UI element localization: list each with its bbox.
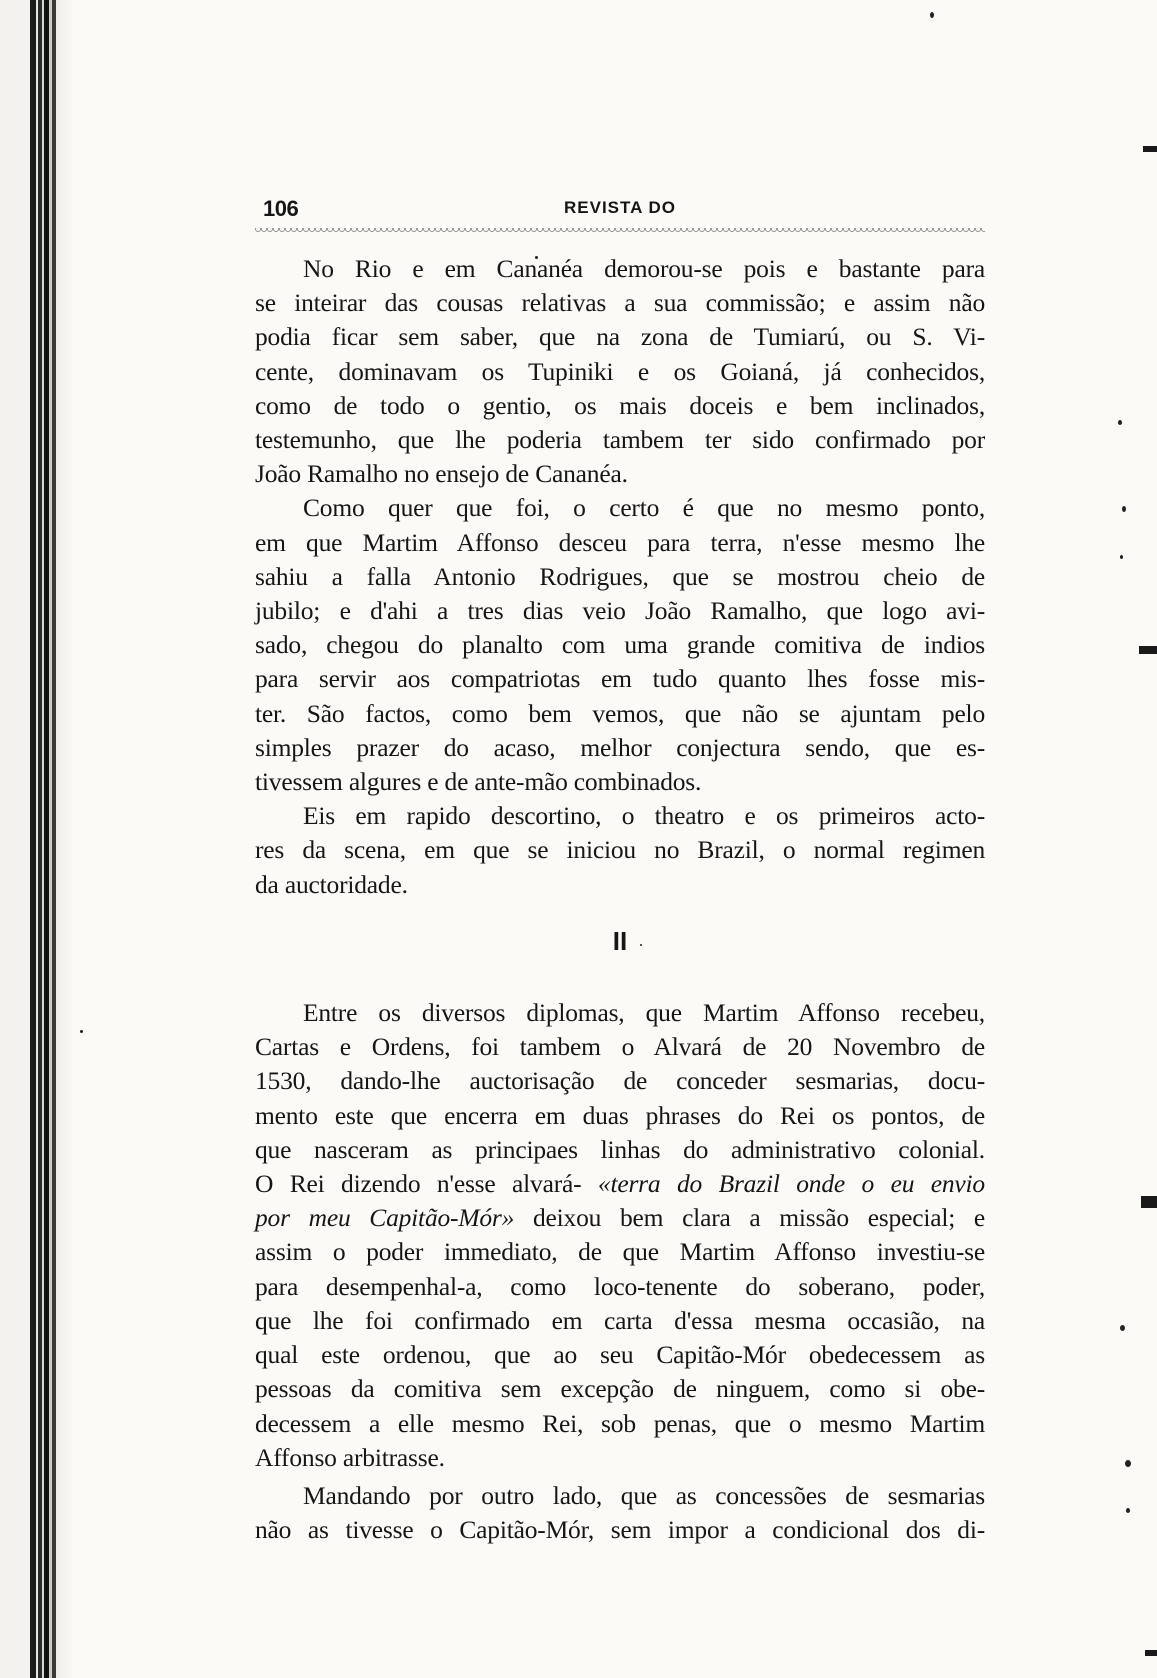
book-page xyxy=(255,196,985,1547)
scan-speck xyxy=(1120,1325,1125,1331)
page-number: 106 xyxy=(263,196,299,221)
section-heading: II xyxy=(612,925,628,956)
text-segment: deixou bem clara a missão especial; e xyxy=(514,1203,985,1233)
text-line: mento este que encerra em duas phrases do Rei os pontos, de xyxy=(255,1100,985,1130)
text-line: Como quer que foi, o certo é que no mesmo ponto, xyxy=(303,493,985,523)
page-header xyxy=(255,196,985,226)
text-line: 1530, dando-lhe auctorisação de conceder sesmarias, docu- xyxy=(255,1066,985,1096)
text-line: No Rio e em Cananéa demorou-se pois e bastante para xyxy=(303,254,985,283)
text-line: simples prazer do acaso, melhor conjectura sendo, que es- xyxy=(255,732,985,762)
scan-speck xyxy=(1120,555,1123,559)
text-line: Entre os diversos diplomas, que Martim Affonso recebeu, xyxy=(303,998,985,1028)
text-line xyxy=(255,1201,985,1235)
body-text xyxy=(255,252,985,1547)
text-line: Mandando por outro lado, que as concessões de sesmarias xyxy=(303,1480,985,1510)
edge-mark xyxy=(1141,1196,1157,1208)
scan-speck xyxy=(1125,1460,1131,1467)
book-binding-edge xyxy=(0,0,72,1678)
text-line: para desempenhal-a, como loco-tenente do soberano, poder, xyxy=(255,1271,985,1301)
text-line: res da scena, em que se iniciou no Brazil, o normal regimen xyxy=(255,835,985,865)
scan-speck xyxy=(1122,506,1126,512)
paragraph xyxy=(255,491,985,799)
text-segment: O Rei dizendo n'esse alvará- xyxy=(255,1169,598,1199)
text-line: que lhe foi confirmado em carta d'essa mesma occasião, na xyxy=(255,1305,985,1335)
text-line: Eis em rapido descortino, o theatro e os primeiros acto- xyxy=(303,801,985,831)
text-line: não as tivesse o Capitão-Mór, sem impor a condicional dos di- xyxy=(255,1515,985,1545)
text-line: Affonso arbitrasse. xyxy=(255,1442,445,1472)
running-head: REVISTA DO xyxy=(563,198,676,217)
quoted-text: por meu Capitão-Mór» xyxy=(255,1203,515,1233)
scan-speck xyxy=(930,12,934,18)
quoted-text: «terra do Brazil onde o eu envio xyxy=(597,1169,985,1199)
text-line: testemunho, que lhe poderia tambem ter sido confirmado por xyxy=(255,425,985,455)
text-line: tivessem algures e de ante-mão combinados. xyxy=(255,767,702,797)
text-line: da auctoridade. xyxy=(255,869,408,899)
text-line: ter. São factos, como bem vemos, que não se ajuntam pelo xyxy=(255,698,985,728)
edge-mark xyxy=(1145,1650,1157,1656)
text-line xyxy=(255,1167,985,1201)
paragraph xyxy=(255,1479,985,1547)
header-rule xyxy=(255,228,985,232)
scan-speck xyxy=(80,1030,83,1033)
text-line: qual este ordenou, que ao seu Capitão-Mór obedecessem as xyxy=(255,1340,985,1370)
edge-mark xyxy=(1143,146,1157,152)
text-line: decessem a elle mesmo Rei, sob penas, que o mesmo Martim xyxy=(255,1408,985,1438)
text-line: que nasceram as principaes linhas do administrativo colonial. xyxy=(255,1134,985,1164)
text-line: em que Martim Affonso desceu para terra, n'esse mesmo lhe xyxy=(255,527,985,557)
scan-speck xyxy=(1118,420,1122,425)
scan-speck xyxy=(1126,1508,1130,1513)
text-line: podia ficar sem saber, que na zona de Tumiarú, ou S. Vi- xyxy=(255,322,985,352)
edge-mark xyxy=(1139,646,1157,654)
text-line: sado, chegou do planalto com uma grande comitiva de indios xyxy=(255,630,985,660)
text-line: João Ramalho no ensejo de Cananéa. xyxy=(255,459,628,489)
text-line: Cartas e Ordens, foi tambem o Alvará de 20 Novembro de xyxy=(255,1032,985,1062)
text-line: cente, dominavam os Tupiniki e os Goianá, já conhecidos, xyxy=(255,356,985,386)
text-line: para servir aos compatriotas em tudo quanto lhes fosse mis- xyxy=(255,664,985,694)
paragraph xyxy=(255,996,985,1475)
text-line: como de todo o gentio, os mais doceis e bem inclinados, xyxy=(255,390,985,420)
text-line: pessoas da comitiva sem excepção de ninguem, como si obe- xyxy=(255,1374,985,1404)
text-line: sahiu a falla Antonio Rodrigues, que se mostrou cheio de xyxy=(255,561,985,591)
text-line: assim o poder immediato, de que Martim Affonso investiu-se xyxy=(255,1237,985,1267)
text-line: jubilo; e d'ahi a tres dias veio João Ramalho, que logo avi- xyxy=(255,596,985,626)
paragraph xyxy=(255,252,985,491)
text-line: se inteirar das cousas relativas a sua commissão; e assim não xyxy=(255,288,985,318)
paragraph xyxy=(255,799,985,902)
